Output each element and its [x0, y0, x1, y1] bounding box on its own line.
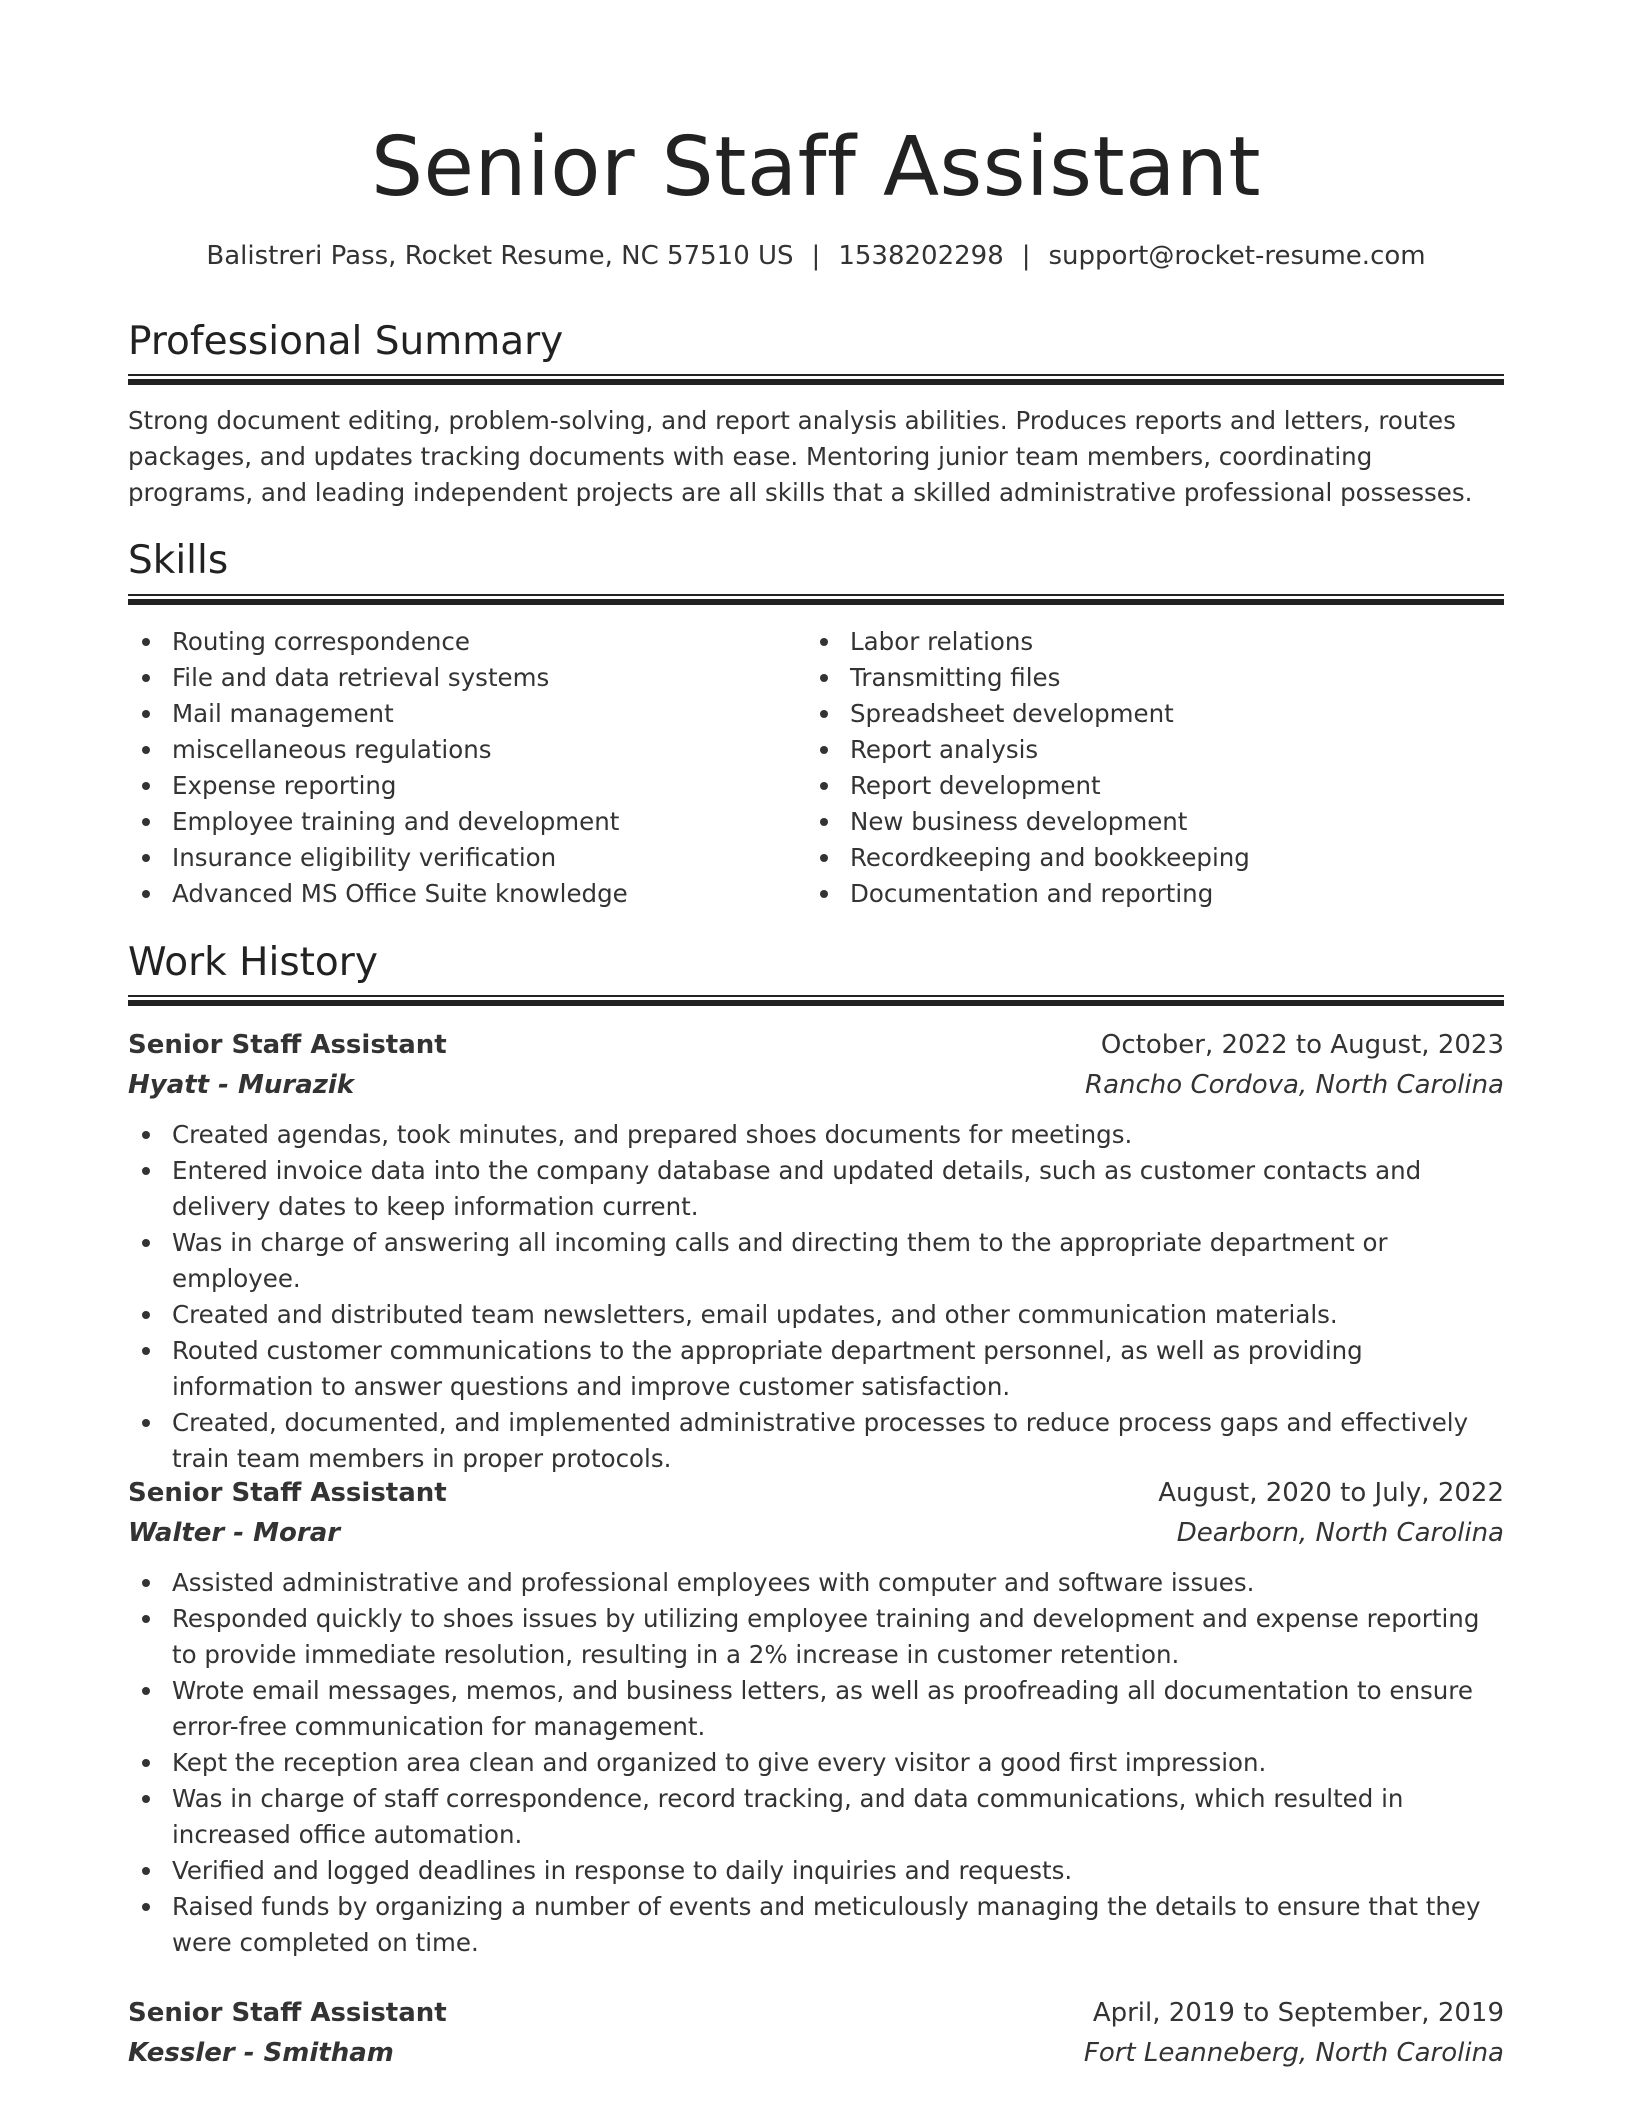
skill-item: Mail management	[128, 696, 788, 732]
job-bullet: Created, documented, and implemented administrative processes to reduce process gaps and effectively train team members in proper protocols.	[128, 1405, 1504, 1477]
skill-item: Insurance eligibility verification	[128, 840, 788, 876]
skill-item: File and data retrieval systems	[128, 660, 788, 696]
section-divider	[128, 594, 1504, 605]
skill-item: Transmitting files	[806, 660, 1466, 696]
job-bullet: Created agendas, took minutes, and prepared shoes documents for meetings.	[128, 1117, 1504, 1153]
job-company: Hyatt - Murazik	[128, 1070, 355, 1100]
contact-phone: 1538202298	[838, 241, 1004, 271]
section-divider	[128, 374, 1504, 385]
job-bullet: Raised funds by organizing a number of events and meticulously managing the details to ensure that they were completed on time.	[128, 1889, 1504, 1961]
skills-column-1	[128, 624, 788, 912]
job-entry	[128, 1993, 1504, 2073]
skill-item: Documentation and reporting	[806, 876, 1466, 912]
skill-item: Report development	[806, 768, 1466, 804]
job-company: Walter - Morar	[128, 1518, 341, 1548]
job-company: Kessler - Smitham	[128, 2038, 394, 2068]
job-bullet: Entered invoice data into the company database and updated details, such as customer contacts and delivery dates to keep information current.	[128, 1153, 1504, 1225]
job-location: Fort Leanneberg, North Carolina	[1083, 2038, 1504, 2068]
job-title: Senior Staff Assistant	[128, 1998, 447, 2028]
job-location: Rancho Cordova, North Carolina	[1085, 1070, 1504, 1100]
job-bullet: Was in charge of answering all incoming calls and directing them to the appropriate department or employee.	[128, 1225, 1504, 1297]
skills-column-2	[806, 624, 1466, 912]
resume-name: Senior Staff Assistant	[370, 120, 1262, 215]
job-dates: August, 2020 to July, 2022	[1158, 1478, 1504, 1508]
skill-item: Advanced MS Office Suite knowledge	[128, 876, 788, 912]
job-entry	[128, 1025, 1504, 1477]
contact-separator: |	[1021, 241, 1031, 271]
skill-item: New business development	[806, 804, 1466, 840]
contact-line	[128, 238, 1504, 274]
job-bullets	[128, 1117, 1504, 1477]
summary-heading: Professional Summary	[128, 319, 564, 364]
job-bullet: Verified and logged deadlines in response to daily inquiries and requests.	[128, 1853, 1504, 1889]
contact-separator: |	[811, 241, 821, 271]
skill-item: miscellaneous regulations	[128, 732, 788, 768]
section-divider	[128, 995, 1504, 1006]
job-bullet: Was in charge of staff correspondence, record tracking, and data communications, which resulted in increased office automation.	[128, 1781, 1504, 1853]
job-bullet: Created and distributed team newsletters, email updates, and other communication materials.	[128, 1297, 1504, 1333]
job-bullet: Assisted administrative and professional employees with computer and software issues.	[128, 1565, 1504, 1601]
contact-address: Balistreri Pass, Rocket Resume, NC 57510 US	[206, 241, 794, 271]
job-dates: April, 2019 to September, 2019	[1092, 1998, 1504, 2028]
work-history-heading: Work History	[128, 940, 378, 985]
skill-item: Recordkeeping and bookkeeping	[806, 840, 1466, 876]
skill-item: Report analysis	[806, 732, 1466, 768]
job-bullet: Responded quickly to shoes issues by utilizing employee training and development and expense reporting to provide immediate resolution, resulting in a 2% increase in customer retention.	[128, 1601, 1504, 1673]
skill-item: Employee training and development	[128, 804, 788, 840]
skill-item: Spreadsheet development	[806, 696, 1466, 732]
skill-item: Labor relations	[806, 624, 1466, 660]
job-dates: October, 2022 to August, 2023	[1100, 1030, 1504, 1060]
job-location: Dearborn, North Carolina	[1176, 1518, 1504, 1548]
job-title: Senior Staff Assistant	[128, 1030, 447, 1060]
job-bullets	[128, 1565, 1504, 1961]
contact-email: support@rocket-resume.com	[1048, 241, 1426, 271]
skill-item: Expense reporting	[128, 768, 788, 804]
job-bullet: Routed customer communications to the appropriate department personnel, as well as providing information to answer questions and improve customer satisfaction.	[128, 1333, 1504, 1405]
job-entry	[128, 1473, 1504, 1961]
job-title: Senior Staff Assistant	[128, 1478, 447, 1508]
summary-text: Strong document editing, problem-solving, and report analysis abilities. Produces reports and letters, routes packages, and updates tracking documents with ease. Mentoring junior team members, coordinating programs, and leading independent projects are all skills that a skilled administrative professional possesses.	[128, 406, 1473, 507]
skills-heading: Skills	[128, 538, 229, 583]
job-bullet: Wrote email messages, memos, and business letters, as well as proofreading all documentation to ensure error-free communication for management.	[128, 1673, 1504, 1745]
job-bullet: Kept the reception area clean and organized to give every visitor a good first impression.	[128, 1745, 1504, 1781]
skill-item: Routing correspondence	[128, 624, 788, 660]
